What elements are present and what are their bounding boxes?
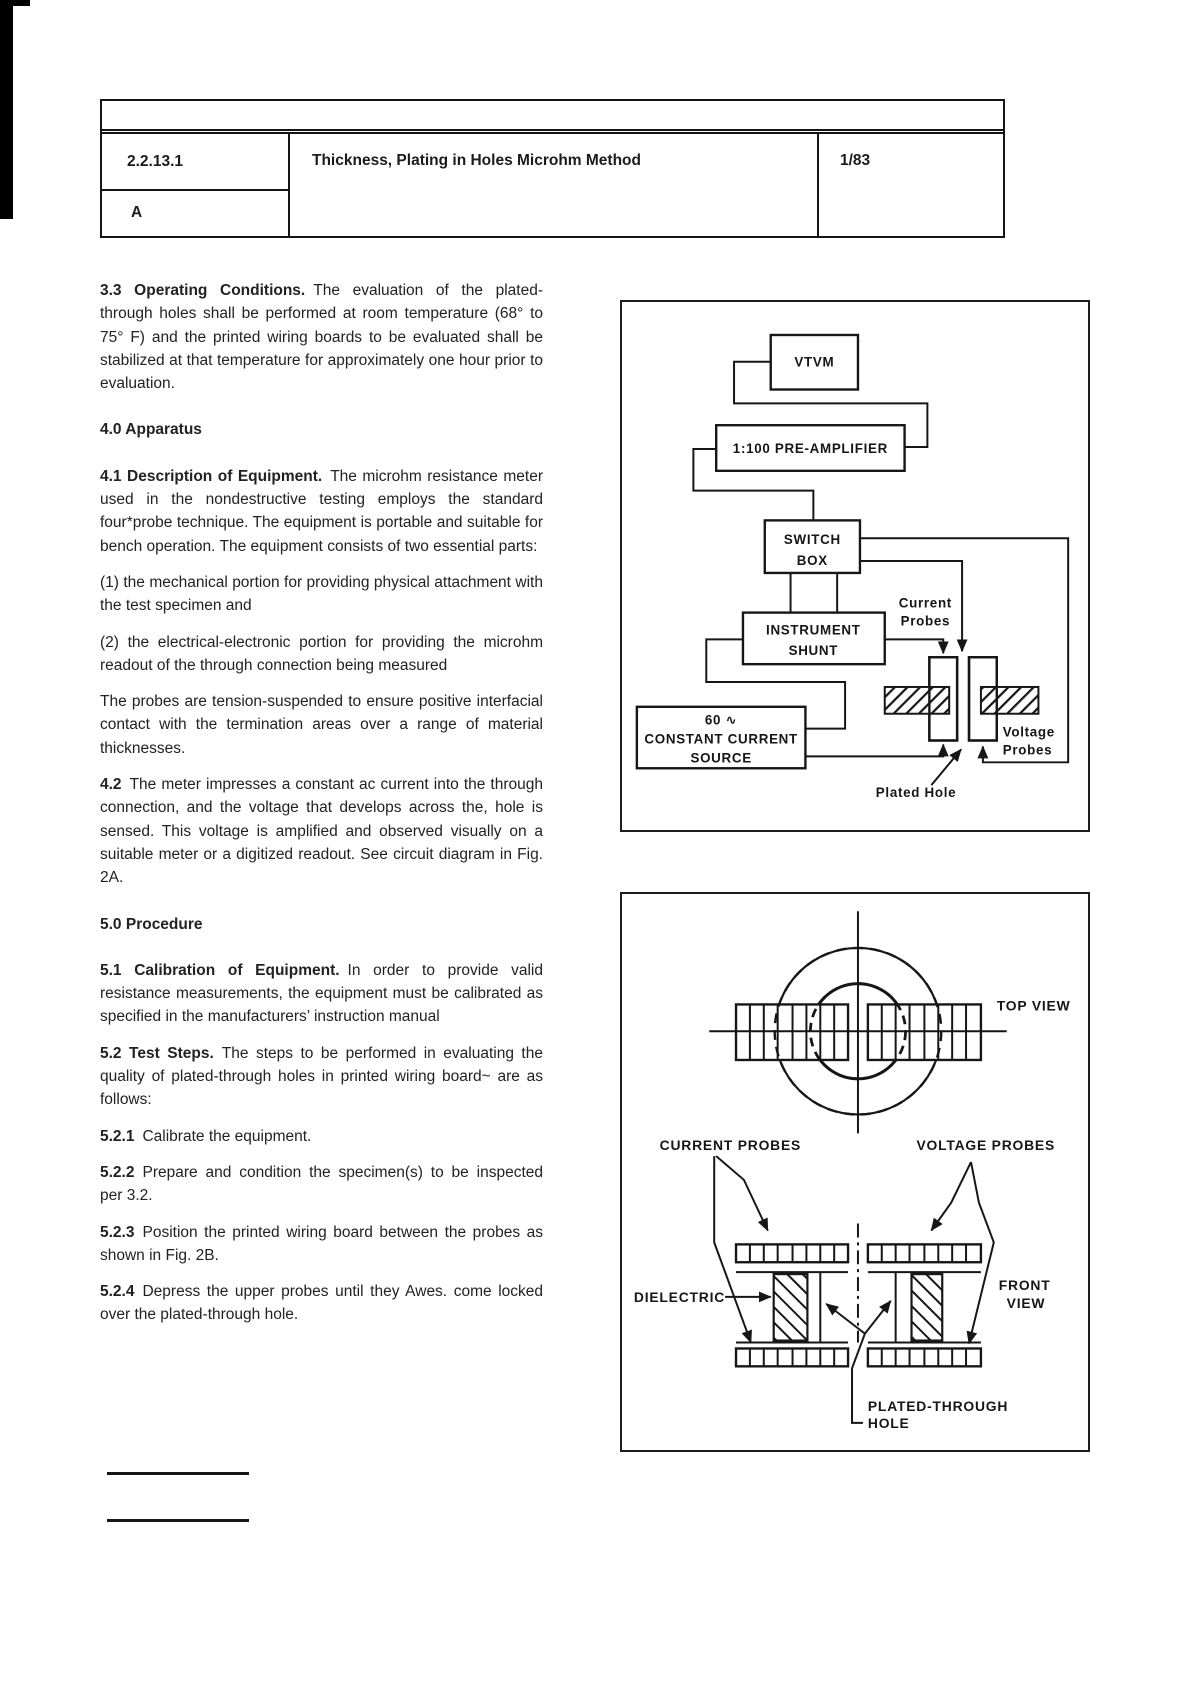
section-text-3-3: The evaluation of the plated-through holes shall be performed at room temperature (68° to 75° F) and the printed wiring boards to be evaluated shall be stabilized at that temperature for approximately one hour prior to evaluation. — [100, 282, 543, 393]
body-text-column — [100, 279, 543, 1340]
section-label-5-2-2: 5.2.2 — [100, 1163, 135, 1181]
scan-artifact-top — [0, 0, 30, 6]
current-probes-label-1: Current — [898, 595, 952, 611]
preamplifier-label: 1:100 PRE-AMPLIFIER — [732, 440, 888, 456]
current-probes-label: CURRENT PROBES — [659, 1137, 802, 1154]
section-label-3-3: 3.3 Operating Conditions. — [100, 282, 306, 299]
board-hatch-right — [981, 687, 1039, 714]
footnote-rule-1 — [107, 1472, 249, 1475]
plated-hole-pointer-right — [865, 1301, 891, 1334]
instrument-shunt-label-2: SHUNT — [788, 643, 839, 659]
board-hatch-left — [885, 687, 949, 714]
front-view-label-1: FRONT — [998, 1276, 1051, 1293]
paragraph-5-2-1 — [100, 1125, 543, 1148]
title-block-number-column — [102, 134, 290, 236]
current-probes-label-2: Probes — [900, 613, 951, 629]
section-text-5-2-1: Calibrate the equipment. — [142, 1127, 312, 1145]
dielectric-label: DIELECTRIC — [633, 1288, 726, 1305]
section-label-4-1: 4.1 Description of Equipment. — [100, 467, 323, 485]
footnote-rule-2 — [107, 1519, 249, 1522]
section-label-4-0: 4.0 Apparatus — [100, 421, 202, 439]
paragraph-5-2-3 — [100, 1221, 543, 1268]
paragraph-5-2-4 — [100, 1280, 543, 1327]
current-probes-pointer-top — [716, 1156, 768, 1230]
section-label-5-2-1: 5.2.1 — [100, 1127, 135, 1145]
paragraph-5-1 — [100, 959, 543, 1029]
top-view-label: TOP VIEW — [996, 997, 1071, 1014]
switch-box-label-1: SWITCH — [783, 532, 841, 548]
probes-text: The probes are tension-suspended to ensure positive interfacial contact with the termination areas over a range of material thicknesses. — [100, 693, 543, 757]
method-title: Thickness, Plating in Holes Microhm Method — [290, 134, 819, 236]
wire-shunt-current-probe — [885, 639, 943, 653]
section-label-5-0: 5.0 Procedure — [100, 915, 203, 933]
plated-hole-label: Plated Hole — [875, 785, 957, 801]
revision-letter: A — [131, 204, 143, 221]
scan-artifact-left — [0, 0, 13, 219]
vtvm-label: VTVM — [794, 354, 835, 370]
section-label-4-2: 4.2 — [100, 776, 122, 794]
paragraph-probes — [100, 690, 543, 760]
section-text-5-2-3: Position the printed wiring board between the probes as shown in Fig. 2B. — [100, 1223, 543, 1264]
plated-through-hole-label-1: PLATED-THROUGH — [867, 1397, 1009, 1414]
title-block-blank-row — [102, 101, 1003, 134]
plated-hole-connector — [852, 1334, 865, 1423]
wire-switchbox-shunt — [791, 573, 838, 613]
voltage-probes-pointer-top — [931, 1162, 971, 1230]
method-date: 1/83 — [840, 152, 871, 169]
paragraph-item-1 — [100, 571, 543, 618]
current-source-label-3: SOURCE — [690, 750, 752, 766]
paragraph-item-2 — [100, 631, 543, 678]
section-text-5-2-2: Prepare and condition the specimen(s) to be inspected per 3.2. — [100, 1163, 543, 1205]
section-label-5-2-4: 5.2.4 — [100, 1283, 135, 1301]
section-text-5-1: In order to provide valid resistance measurements, the equipment must be calibrated as specified in the manufacturers’ instruction manual — [100, 961, 543, 1026]
current-source-label-1: 60 ∿ — [704, 712, 738, 728]
heading-5-0 — [100, 913, 543, 936]
heading-4-0 — [100, 418, 543, 441]
plated-hole-pointer-left — [826, 1304, 865, 1334]
switch-box-label-2: BOX — [796, 553, 828, 569]
voltage-probes-label: VOLTAGE PROBES — [916, 1137, 1056, 1154]
dielectric-hatch-left — [774, 1274, 808, 1340]
figure-2b-probe-views — [620, 892, 1090, 1452]
front-view-label-2: VIEW — [1006, 1294, 1046, 1311]
paragraph-4-1 — [100, 465, 543, 558]
item-2-text: (2) the electrical-electronic portion for providing the microhm readout of the through connection being measured — [100, 633, 543, 674]
plated-through-hole-label-2: HOLE — [867, 1414, 910, 1431]
paragraph-3-3 — [100, 279, 543, 395]
section-text-4-1: The microhm resistance meter used in the nondestructive testing employs the standard four*probe technique. The equipment is portable and suitable for bench operation. The equipment consists of two essential parts: — [100, 467, 543, 555]
section-text-5-2-4: Depress the upper probes until they Awes. come locked over the plated-through hole. — [100, 1283, 543, 1324]
figure-2a-circuit-diagram — [620, 300, 1090, 832]
paragraph-5-2 — [100, 1042, 543, 1112]
section-text-5-2: The steps to be performed in evaluating the quality of plated-through holes in printed wiring board~ are as follows: — [100, 1044, 543, 1109]
section-label-5-2-3: 5.2.3 — [100, 1223, 135, 1241]
paragraph-5-2-2 — [100, 1161, 543, 1208]
section-label-5-1: 5.1 Calibration of Equipment. — [100, 961, 340, 979]
section-text-4-2: The meter impresses a constant ac current into the through connection, and the voltage that develops across the, hole is sensed. This voltage is amplified and observed visually on a suitable meter or a digitized readout. See circuit diagram in Fig. 2A. — [100, 776, 543, 887]
paragraph-4-2 — [100, 773, 543, 889]
wire-source-current-probe — [805, 744, 943, 756]
plated-hole-pointer-arrow — [931, 749, 961, 785]
title-block-table — [100, 99, 1005, 238]
method-number: 2.2.13.1 — [102, 134, 288, 191]
current-source-label-2: CONSTANT CURRENT — [644, 731, 798, 747]
instrument-shunt-label-1: INSTRUMENT — [766, 622, 861, 638]
section-label-5-2: 5.2 Test Steps. — [100, 1044, 214, 1062]
item-1-text: (1) the mechanical portion for providing physical attachment with the test specimen and — [100, 573, 543, 615]
voltage-probes-label-1: Voltage — [1002, 724, 1055, 740]
voltage-probes-label-2: Probes — [1002, 742, 1053, 758]
dielectric-hatch-right — [912, 1274, 943, 1340]
